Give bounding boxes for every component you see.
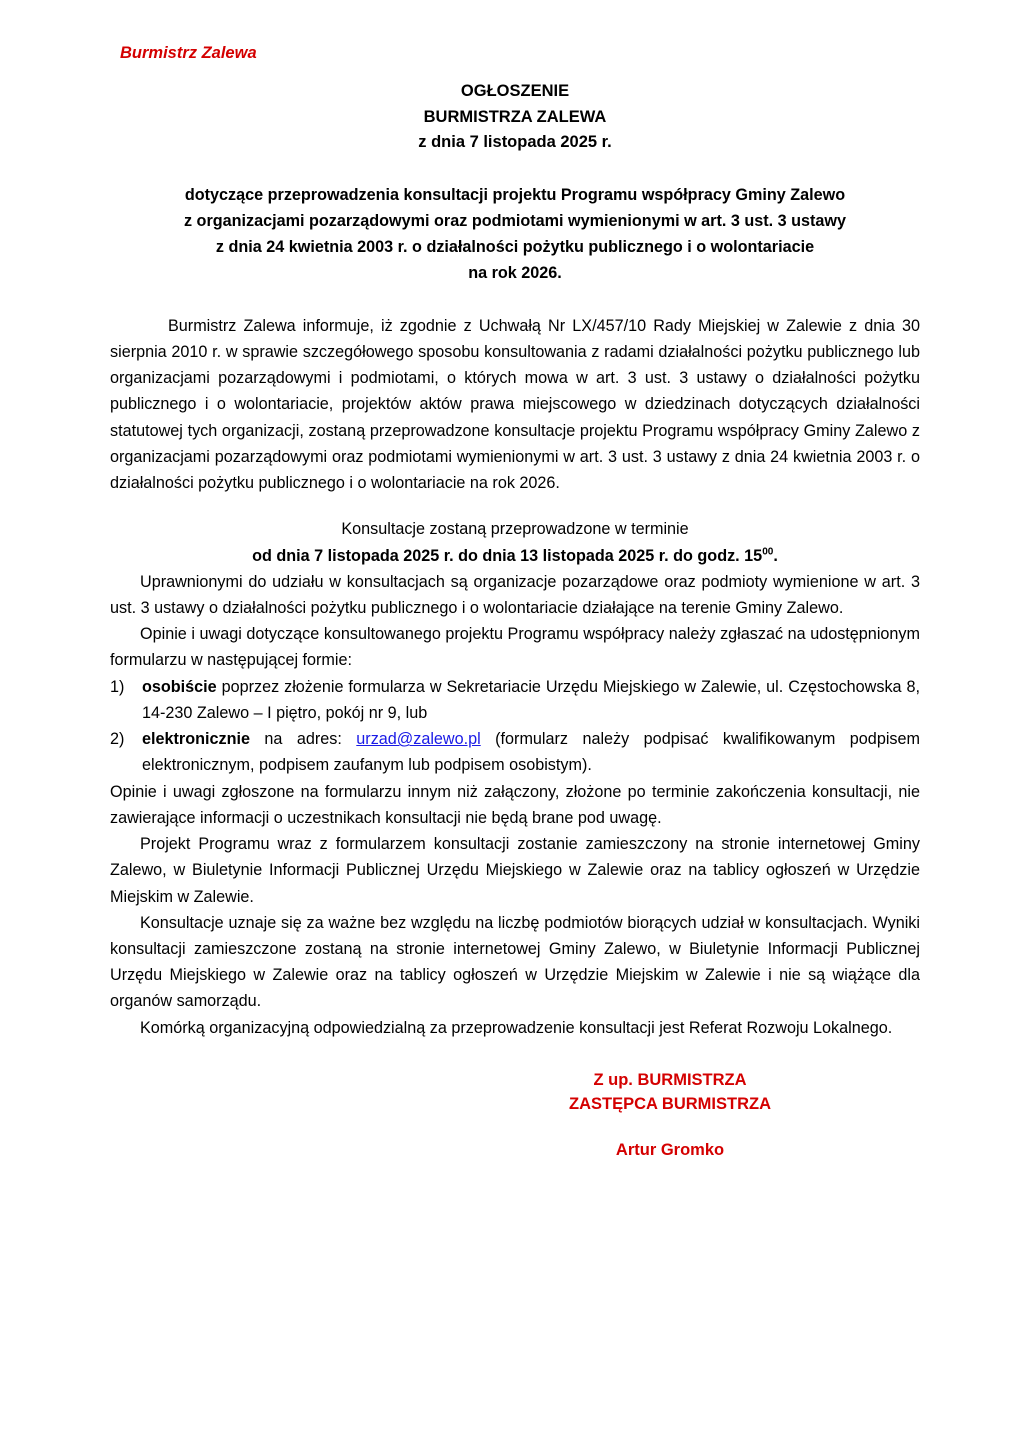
list-item-bold-label: elektronicznie (142, 730, 250, 749)
term-dates-text: od dnia 7 listopada 2025 r. do dnia 13 listopada 2025 r. do godz. 15 (252, 546, 763, 565)
list-item-text-post: (formularz należy podpisać kwalifikowanym podpisem elektronicznym, podpisem zaufanym lub podpisem osobistym). (142, 730, 920, 775)
title-line-1: OGŁOSZENIE (460, 82, 570, 100)
subtitle-line-1: dotyczące przeprowadzenia konsultacji projektu Programu współpracy Gminy Zalewo (184, 185, 846, 204)
paragraph-responsible-unit: Komórką organizacyjną odpowiedzialną za przeprowadzenie konsultacji jest Referat Rozwoju Lokalnego. (140, 1018, 893, 1037)
subtitle-line-3: z dnia 24 kwietnia 2003 r. o działalności pożytku publicznego i o wolontariacie (215, 238, 815, 257)
list-item-text: poprzez złożenie formularza w Sekretariacie Urzędu Miejskiego w Zalewie, ul. Częstochowska 8, 14-230 Zalewo – I piętro, pokój nr 9, lub (142, 677, 920, 722)
paragraph-eligible: Uprawnionymi do udziału w konsultacjach są organizacje pozarządowe oraz podmioty wymienione w art. 3 ust. 3 ustawy o działalności pożytku publicznego i o wolontariacie działające na terenie Gminy Zalewo. (110, 572, 920, 617)
paragraph-intro: Burmistrz Zalewa informuje, iż zgodnie z Uchwałą Nr LX/457/10 Rady Miejskiej w Zalewie z dnia 30 sierpnia 2010 r. w sprawie szczegółowego sposobu konsultowania z radami działalności pożytku publicznego lub organizacjami pozarządowymi i podmiotami, o których mowa w art. 3 ust. 3 ustawy o działalności pożytku publicznego i o wolontariacie, projektów aktów prawa miejscowego w dziedzinach dotyczących działalności statutowej tych organizacji, zostaną przeprowadzone konsultacje projektu Programu współpracy Gminy Zalewo z organizacjami pozarządowymi oraz podmiotami wymienionymi w art. 3 ust. 3 ustawy z dnia 24 kwietnia 2003 r. o działalności pożytku publicznego i o wolontariacie na rok 2026. (110, 316, 920, 493)
signature-block (110, 1069, 920, 1163)
list-item (110, 674, 920, 726)
email-link[interactable]: urzad@zalewo.pl (356, 730, 481, 749)
document-header-mark: Burmistrz Zalewa (120, 44, 257, 62)
subtitle-line-2: z organizacjami pozarządowymi oraz podmiotami wymienionymi w art. 3 ust. 3 ustawy (183, 211, 847, 230)
paragraph-other-forms: Opinie i uwagi zgłoszone na formularzu innym niż załączony, złożone po terminie zakończenia konsultacji, nie zawierające informacji o uczestnikach konsultacji nie będą brane pod uwagę. (110, 782, 920, 827)
term-dates-period: . (773, 546, 778, 565)
title-line-3: z dnia 7 listopada 2025 r. (418, 133, 612, 152)
paragraph-term-dates (110, 543, 920, 569)
list-item-text-pre: na adres: (249, 730, 357, 749)
title-line-2: BURMISTRZA ZALEWA (423, 107, 607, 126)
paragraph-opinions-lead: Opinie i uwagi dotyczące konsultowanego projektu Programu współpracy należy zgłaszać na udostępnionym formularzu w następującej formie: (110, 625, 920, 670)
term-dates-superscript: 00 (762, 546, 774, 558)
document-title (110, 79, 920, 156)
submission-forms-list (110, 674, 920, 779)
paragraph-term-lead: Konsultacje zostaną przeprowadzone w terminie (341, 520, 689, 539)
document-subtitle (110, 182, 920, 287)
list-item-marker: 2) (110, 730, 125, 749)
signature-line-1: Z up. BURMISTRZA (593, 1070, 747, 1089)
paragraph-validity: Konsultacje uznaje się za ważne bez względu na liczbę podmiotów biorących udział w konsultacjach. Wyniki konsultacji zamieszczone zostaną na stronie internetowej Gminy Zalewo, w Biuletynie Informacji Publicznej Urzędu Miejskiego w Zalewie oraz na tablicy ogłoszeń w Urzędzie Miejskim w Zalewie i nie są wiążące dla organów samorządu. (110, 913, 920, 1011)
signature-name: Artur Gromko (615, 1140, 725, 1159)
paragraph-publication: Projekt Programu wraz z formularzem konsultacji zostanie zamieszczony na stronie internetowej Gminy Zalewo, w Biuletynie Informacji Publicznej Urzędu Miejskiego w Zalewie oraz na tablicy ogłoszeń w Urzędzie Miejskim w Zalewie. (110, 835, 920, 906)
list-item-bold-label: osobiście (142, 677, 217, 696)
list-item-marker: 1) (110, 677, 125, 696)
signature-line-2: ZASTĘPCA BURMISTRZA (569, 1094, 771, 1113)
list-item (110, 726, 920, 778)
subtitle-line-4: na rok 2026. (468, 264, 562, 283)
